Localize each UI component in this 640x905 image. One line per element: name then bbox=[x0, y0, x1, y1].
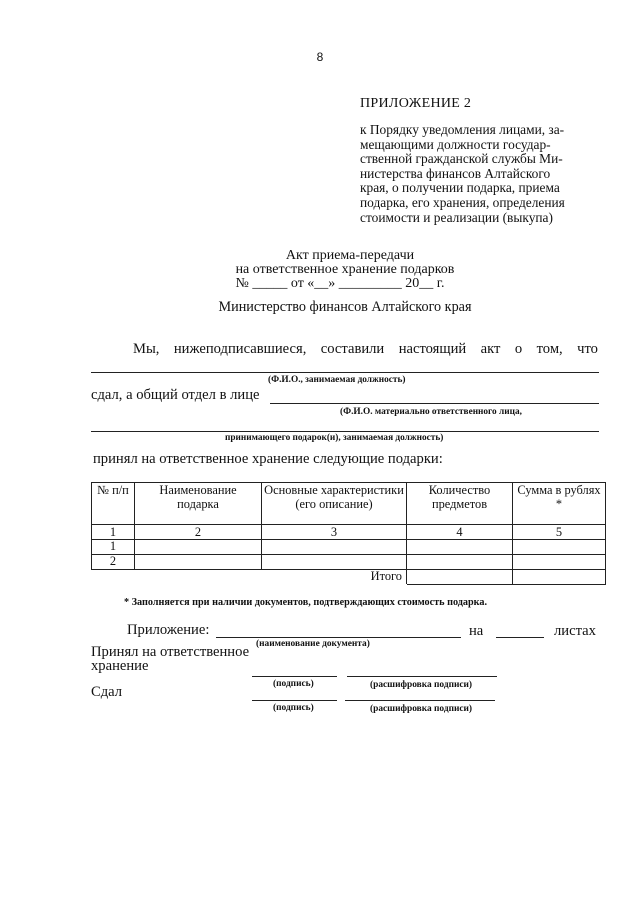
cell-name[interactable] bbox=[135, 540, 262, 555]
accepted-signature-line[interactable] bbox=[252, 676, 337, 677]
total-quantity[interactable] bbox=[407, 570, 513, 585]
header-sum: Сумма в рублях * bbox=[513, 483, 606, 525]
table-row bbox=[92, 555, 606, 570]
attachment-document-line[interactable] bbox=[216, 637, 461, 638]
header-num: № п/п bbox=[92, 483, 135, 525]
column-number: 2 bbox=[135, 525, 262, 540]
handed-signature-caption: (подпись) bbox=[273, 703, 314, 713]
act-subtitle: на ответственное хранение подарков bbox=[235, 262, 455, 277]
header-quantity: Количество предметов bbox=[407, 483, 513, 525]
intro-word: о bbox=[514, 341, 523, 357]
intro-word: нижеподписавшиеся, bbox=[173, 341, 307, 357]
responsible-line-2[interactable] bbox=[91, 431, 599, 432]
intro-word: том, bbox=[536, 341, 563, 357]
appendix-line: к Порядку уведомления лицами, за- bbox=[360, 122, 565, 137]
page-number: 8 bbox=[316, 50, 324, 64]
cell-sum[interactable] bbox=[513, 555, 606, 570]
intro-word: настоящий bbox=[398, 341, 467, 357]
handed-text: сдал, а общий отдел в лице bbox=[91, 387, 260, 403]
accepted-label bbox=[91, 645, 249, 673]
handed-decoding-caption: (расшифровка подписи) bbox=[370, 704, 473, 714]
responsible-caption-2: принимающего подарок(и), занимаемая должность) bbox=[225, 433, 444, 443]
cell-sum[interactable] bbox=[513, 540, 606, 555]
attachment-caption: (наименование документа) bbox=[256, 639, 370, 649]
cell-quantity[interactable] bbox=[407, 555, 513, 570]
column-number: 1 bbox=[92, 525, 135, 540]
appendix-title: ПРИЛОЖЕНИЕ 2 bbox=[360, 96, 472, 111]
organization-name: Министерство финансов Алтайского края bbox=[218, 299, 472, 315]
accepted-label-line: хранение bbox=[91, 658, 149, 674]
responsible-caption-1: (Ф.И.О. материально ответственного лица, bbox=[340, 407, 522, 417]
appendix-line: нистерства финансов Алтайского bbox=[360, 165, 551, 181]
cell-description[interactable] bbox=[262, 555, 407, 570]
intro-sentence bbox=[133, 341, 598, 358]
table-row bbox=[92, 540, 606, 555]
gifts-table bbox=[91, 482, 606, 585]
column-number: 5 bbox=[513, 525, 606, 540]
attachment-sheets: листах bbox=[554, 623, 596, 639]
accepted-decoding-line[interactable] bbox=[347, 676, 497, 677]
row-number: 1 bbox=[92, 540, 135, 555]
column-number: 4 bbox=[407, 525, 513, 540]
appendix-text bbox=[360, 123, 595, 225]
row-number: 2 bbox=[92, 555, 135, 570]
total-label: Итого bbox=[92, 570, 407, 585]
accepted-label-line: Принял на ответственное bbox=[91, 644, 250, 660]
handed-decoding-line[interactable] bbox=[345, 700, 495, 701]
cell-description[interactable] bbox=[262, 540, 407, 555]
accepted-signature-caption: (подпись) bbox=[273, 679, 314, 689]
act-number-line: № _____ от «__» _________ 20__ г. bbox=[235, 276, 445, 291]
appendix-line: ственной гражданской службы Ми- bbox=[360, 151, 563, 167]
column-number: 3 bbox=[262, 525, 407, 540]
accepted-decoding-caption: (расшифровка подписи) bbox=[370, 680, 473, 690]
header-name: Наименование подарка bbox=[135, 483, 262, 525]
header-description: Основные характеристики (его описание) bbox=[262, 483, 407, 525]
appendix-line: края, о получении подарка, приема bbox=[360, 180, 560, 196]
handed-signature-line[interactable] bbox=[252, 700, 337, 701]
footnote: * Заполняется при наличии документов, подтверждающих стоимость подарка. bbox=[124, 597, 488, 608]
act-title: Акт приема-передачи bbox=[285, 248, 415, 263]
appendix-line: подарка, его хранения, определения bbox=[360, 194, 565, 210]
cell-quantity[interactable] bbox=[407, 540, 513, 555]
fio-line[interactable] bbox=[91, 372, 599, 373]
intro-word: Мы, bbox=[133, 341, 160, 357]
fio-caption: (Ф.И.О., занимаемая должность) bbox=[268, 375, 406, 385]
appendix-line: мещающими должности государ- bbox=[360, 136, 551, 152]
total-sum[interactable] bbox=[513, 570, 606, 585]
accepted-text: принял на ответственное хранение следующие подарки: bbox=[93, 451, 443, 467]
cell-name[interactable] bbox=[135, 555, 262, 570]
appendix-line: стоимости и реализации (выкупа) bbox=[360, 209, 553, 225]
intro-word: акт bbox=[480, 341, 501, 357]
responsible-line[interactable] bbox=[270, 403, 599, 404]
attachment-on: на bbox=[469, 623, 484, 639]
intro-word: что bbox=[577, 341, 598, 357]
attachment-sheets-line[interactable] bbox=[496, 637, 544, 638]
total-row bbox=[92, 570, 606, 585]
intro-word: составили bbox=[320, 341, 385, 357]
attachment-label: Приложение: bbox=[127, 622, 210, 638]
handed-label: Сдал bbox=[91, 684, 123, 700]
